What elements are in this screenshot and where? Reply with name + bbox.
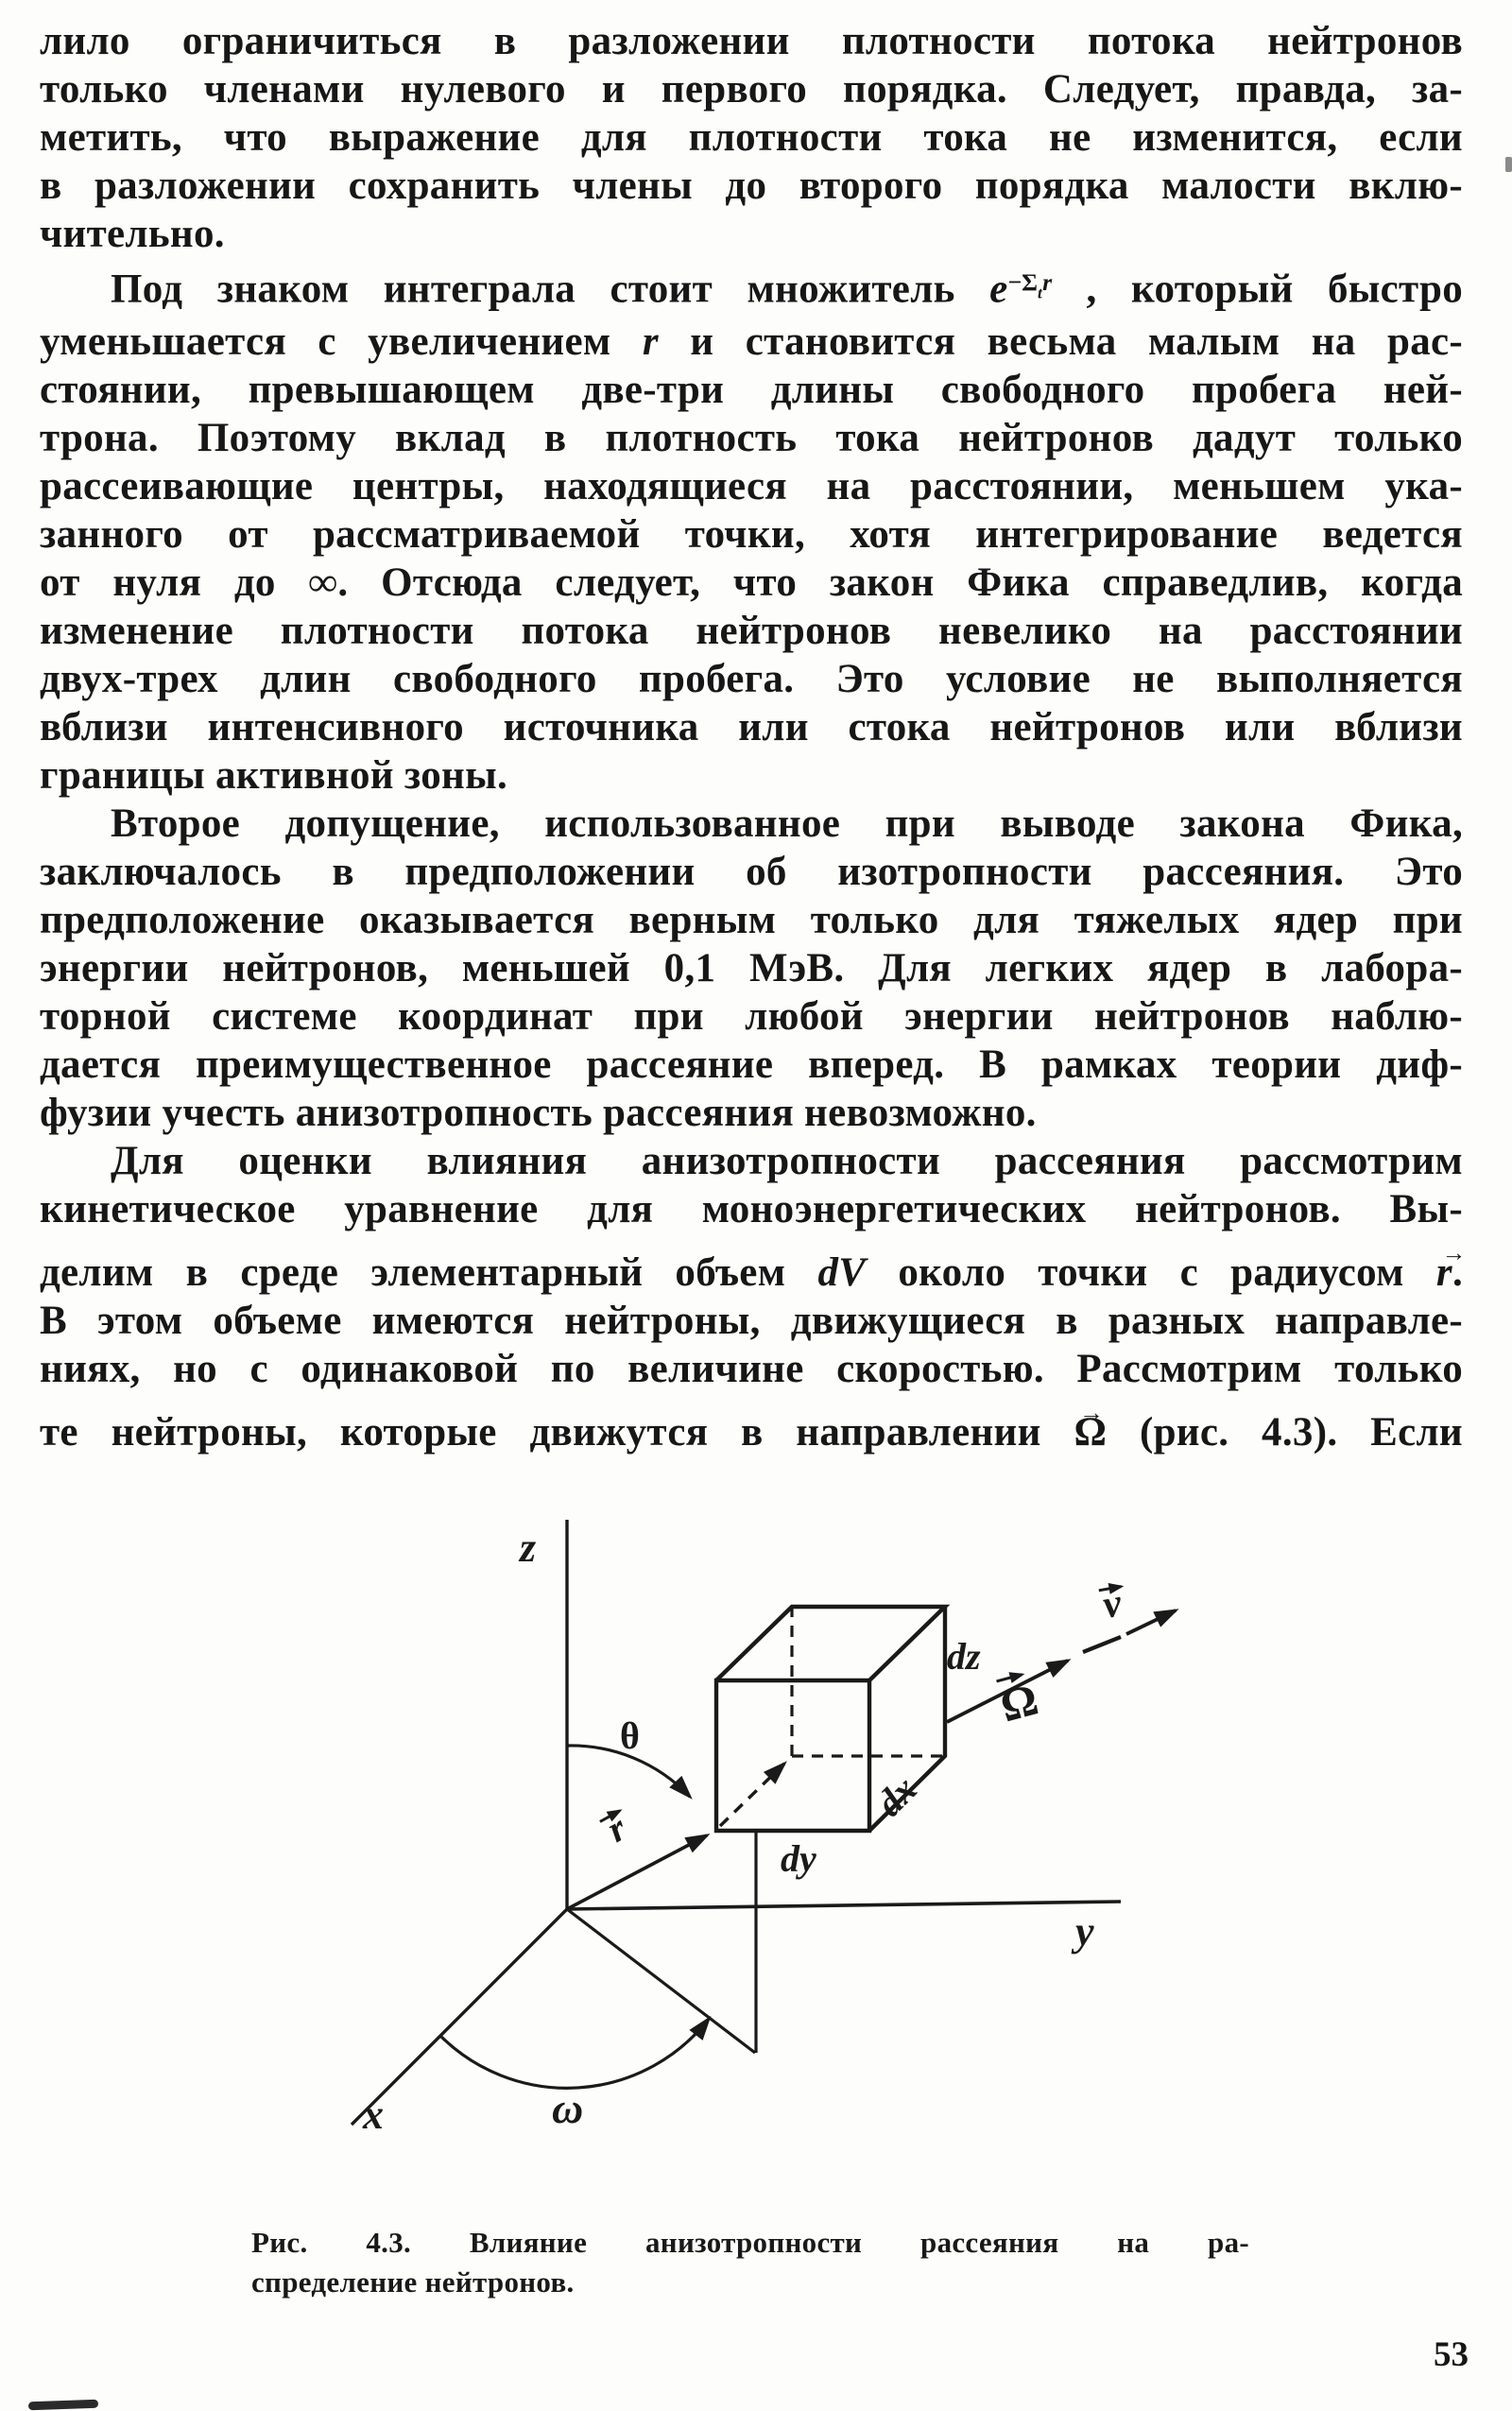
dy-label: dy <box>781 1837 816 1880</box>
velocity-label: v <box>1099 1581 1125 1627</box>
text-line <box>40 1408 1463 1456</box>
text-segment: и становится весьма малым на рас- <box>658 319 1464 364</box>
text-segment: dV <box>817 1249 867 1295</box>
r-vector-hidden-arrow <box>720 1764 784 1826</box>
caption-line-1: Рис. 4.3. Влияние анизотропности рассеяния на ра- <box>251 2226 1249 2259</box>
text-line: от нуля до ∞. Отсюда следует, что закон Фика справедлив, когда <box>40 560 1463 605</box>
text-line: в разложении сохранить члены до второго порядка малости вклю- <box>40 164 1463 208</box>
text-line: дается преимущественное рассеяние вперед. В рамках теории диф- <box>40 1042 1463 1087</box>
text-line: чительно. <box>40 212 225 256</box>
text-line: вблизи интенсивного источника или стока нейтронов или вблизи <box>40 704 1463 749</box>
scan-artifact <box>28 2400 98 2411</box>
text-segment: Под знаком интеграла стоит множитель <box>111 267 990 312</box>
projection-line <box>567 1909 755 2053</box>
v-label-group <box>1098 1581 1128 1627</box>
omega-arc <box>440 2019 709 2088</box>
x-axis <box>352 1909 567 2125</box>
text-line: лило ограничиться в разложении плотности потока нейтронов <box>40 19 1463 63</box>
text-segment: r → <box>1436 1249 1452 1297</box>
text-line <box>40 318 1463 366</box>
text-line: двух-трех длин свободного пробега. Это условие не выполняется <box>40 656 1463 701</box>
dx-label-group <box>868 1767 925 1824</box>
cube-top-face <box>716 1607 945 1680</box>
text-segment: делим в среде элементарный объем <box>40 1249 818 1295</box>
text-line: рассеивающие центры, находящиеся на расстоянии, меньшем ука- <box>40 463 1463 508</box>
text-line: только членами нулевого и первого порядка. Следует, правда, за- <box>40 67 1463 112</box>
omega-angle-label: ω <box>552 2084 584 2132</box>
text-segment: , который быстро <box>1052 267 1463 312</box>
body-text <box>40 17 1463 1456</box>
text-line: трона. Поэтому вклад в плотность тока нейтронов дадут только <box>40 415 1463 460</box>
page-number: 53 <box>1434 2335 1469 2374</box>
omega-label-group <box>995 1673 1043 1732</box>
text-line: торной системе координат при любой энергии нейтронов наблю- <box>40 993 1463 1039</box>
r-vector-arrow <box>567 1835 707 1909</box>
y-axis-label: y <box>1075 1908 1094 1955</box>
text-line: ниях, но с одинаковой по величине скоростью. Рассмотрим только <box>40 1346 1463 1391</box>
r-vector-label: r <box>599 1805 633 1851</box>
text-line: кинетическое уравнение для моноэнергетических нейтронов. Вы- <box>40 1186 1463 1231</box>
text-line: В этом объеме имеются нейтроны, движущиеся в разных направле- <box>40 1298 1463 1343</box>
dz-label: dz <box>947 1635 981 1678</box>
text-line: Для оценки влияния анизотропности рассеяния рассмотрим <box>111 1138 1463 1183</box>
omega-direction-label: Ω <box>995 1674 1043 1732</box>
text-segment: t <box>1038 284 1043 302</box>
text-line: метить, что выражение для плотности тока не изменится, если <box>40 115 1463 160</box>
z-axis-label: z <box>520 1524 537 1571</box>
text-segment: e <box>989 267 1008 312</box>
text-segment: r <box>1042 268 1053 296</box>
caption-line-2: спределение нейтронов. <box>251 2265 575 2299</box>
direction-dash <box>1083 1637 1121 1652</box>
text-line <box>40 258 1463 318</box>
text-segment: (рис. 4.3). Если <box>1107 1409 1463 1455</box>
figure-caption <box>251 2223 1249 2302</box>
figure-4-3 <box>0 1474 1512 2306</box>
theta-angle-label: θ <box>620 1714 640 1757</box>
scan-artifact <box>1505 157 1512 172</box>
text-segment: около точки с радиусом <box>866 1249 1436 1295</box>
text-line: предположение оказывается верным только для тяжелых ядер при <box>40 897 1463 942</box>
text-segment: те нейтроны, которые движутся в направлении <box>40 1409 1074 1455</box>
text-line: фузии учесть анизотропность рассеяния невозможно. <box>40 1090 1037 1135</box>
text-line <box>40 1249 1463 1297</box>
text-segment: . <box>1452 1249 1463 1295</box>
text-line: занного от рассматриваемой точки, хотя интегрирование ведется <box>40 511 1463 557</box>
text-segment: уменьшается с увеличением <box>40 319 643 364</box>
x-axis-label: x <box>363 2092 384 2138</box>
figure-drawing <box>0 1474 1512 2306</box>
text-line: границы активной зоны. <box>40 752 508 798</box>
text-line: стоянии, превышающем две-три длины свободного пробега ней- <box>40 367 1463 412</box>
text-line: Второе допущение, использованное при выводе закона Фика, <box>111 801 1463 846</box>
text-segment: r <box>642 319 659 364</box>
text-segment: −Σ <box>1007 268 1039 296</box>
r-label-group <box>596 1804 637 1852</box>
y-axis <box>567 1902 1121 1909</box>
text-line: энергии нейтронов, меньшей 0,1 МэВ. Для легких ядер в лабора- <box>40 945 1463 990</box>
text-line: изменение плотности потока нейтронов невелико на расстоянии <box>40 608 1463 653</box>
text-line: заключалось в предположении об изотропности рассеяния. Это <box>40 849 1463 894</box>
velocity-arrow <box>1126 1610 1176 1634</box>
text-segment: Ω → <box>1074 1408 1107 1456</box>
dx-label: dx <box>868 1767 925 1825</box>
